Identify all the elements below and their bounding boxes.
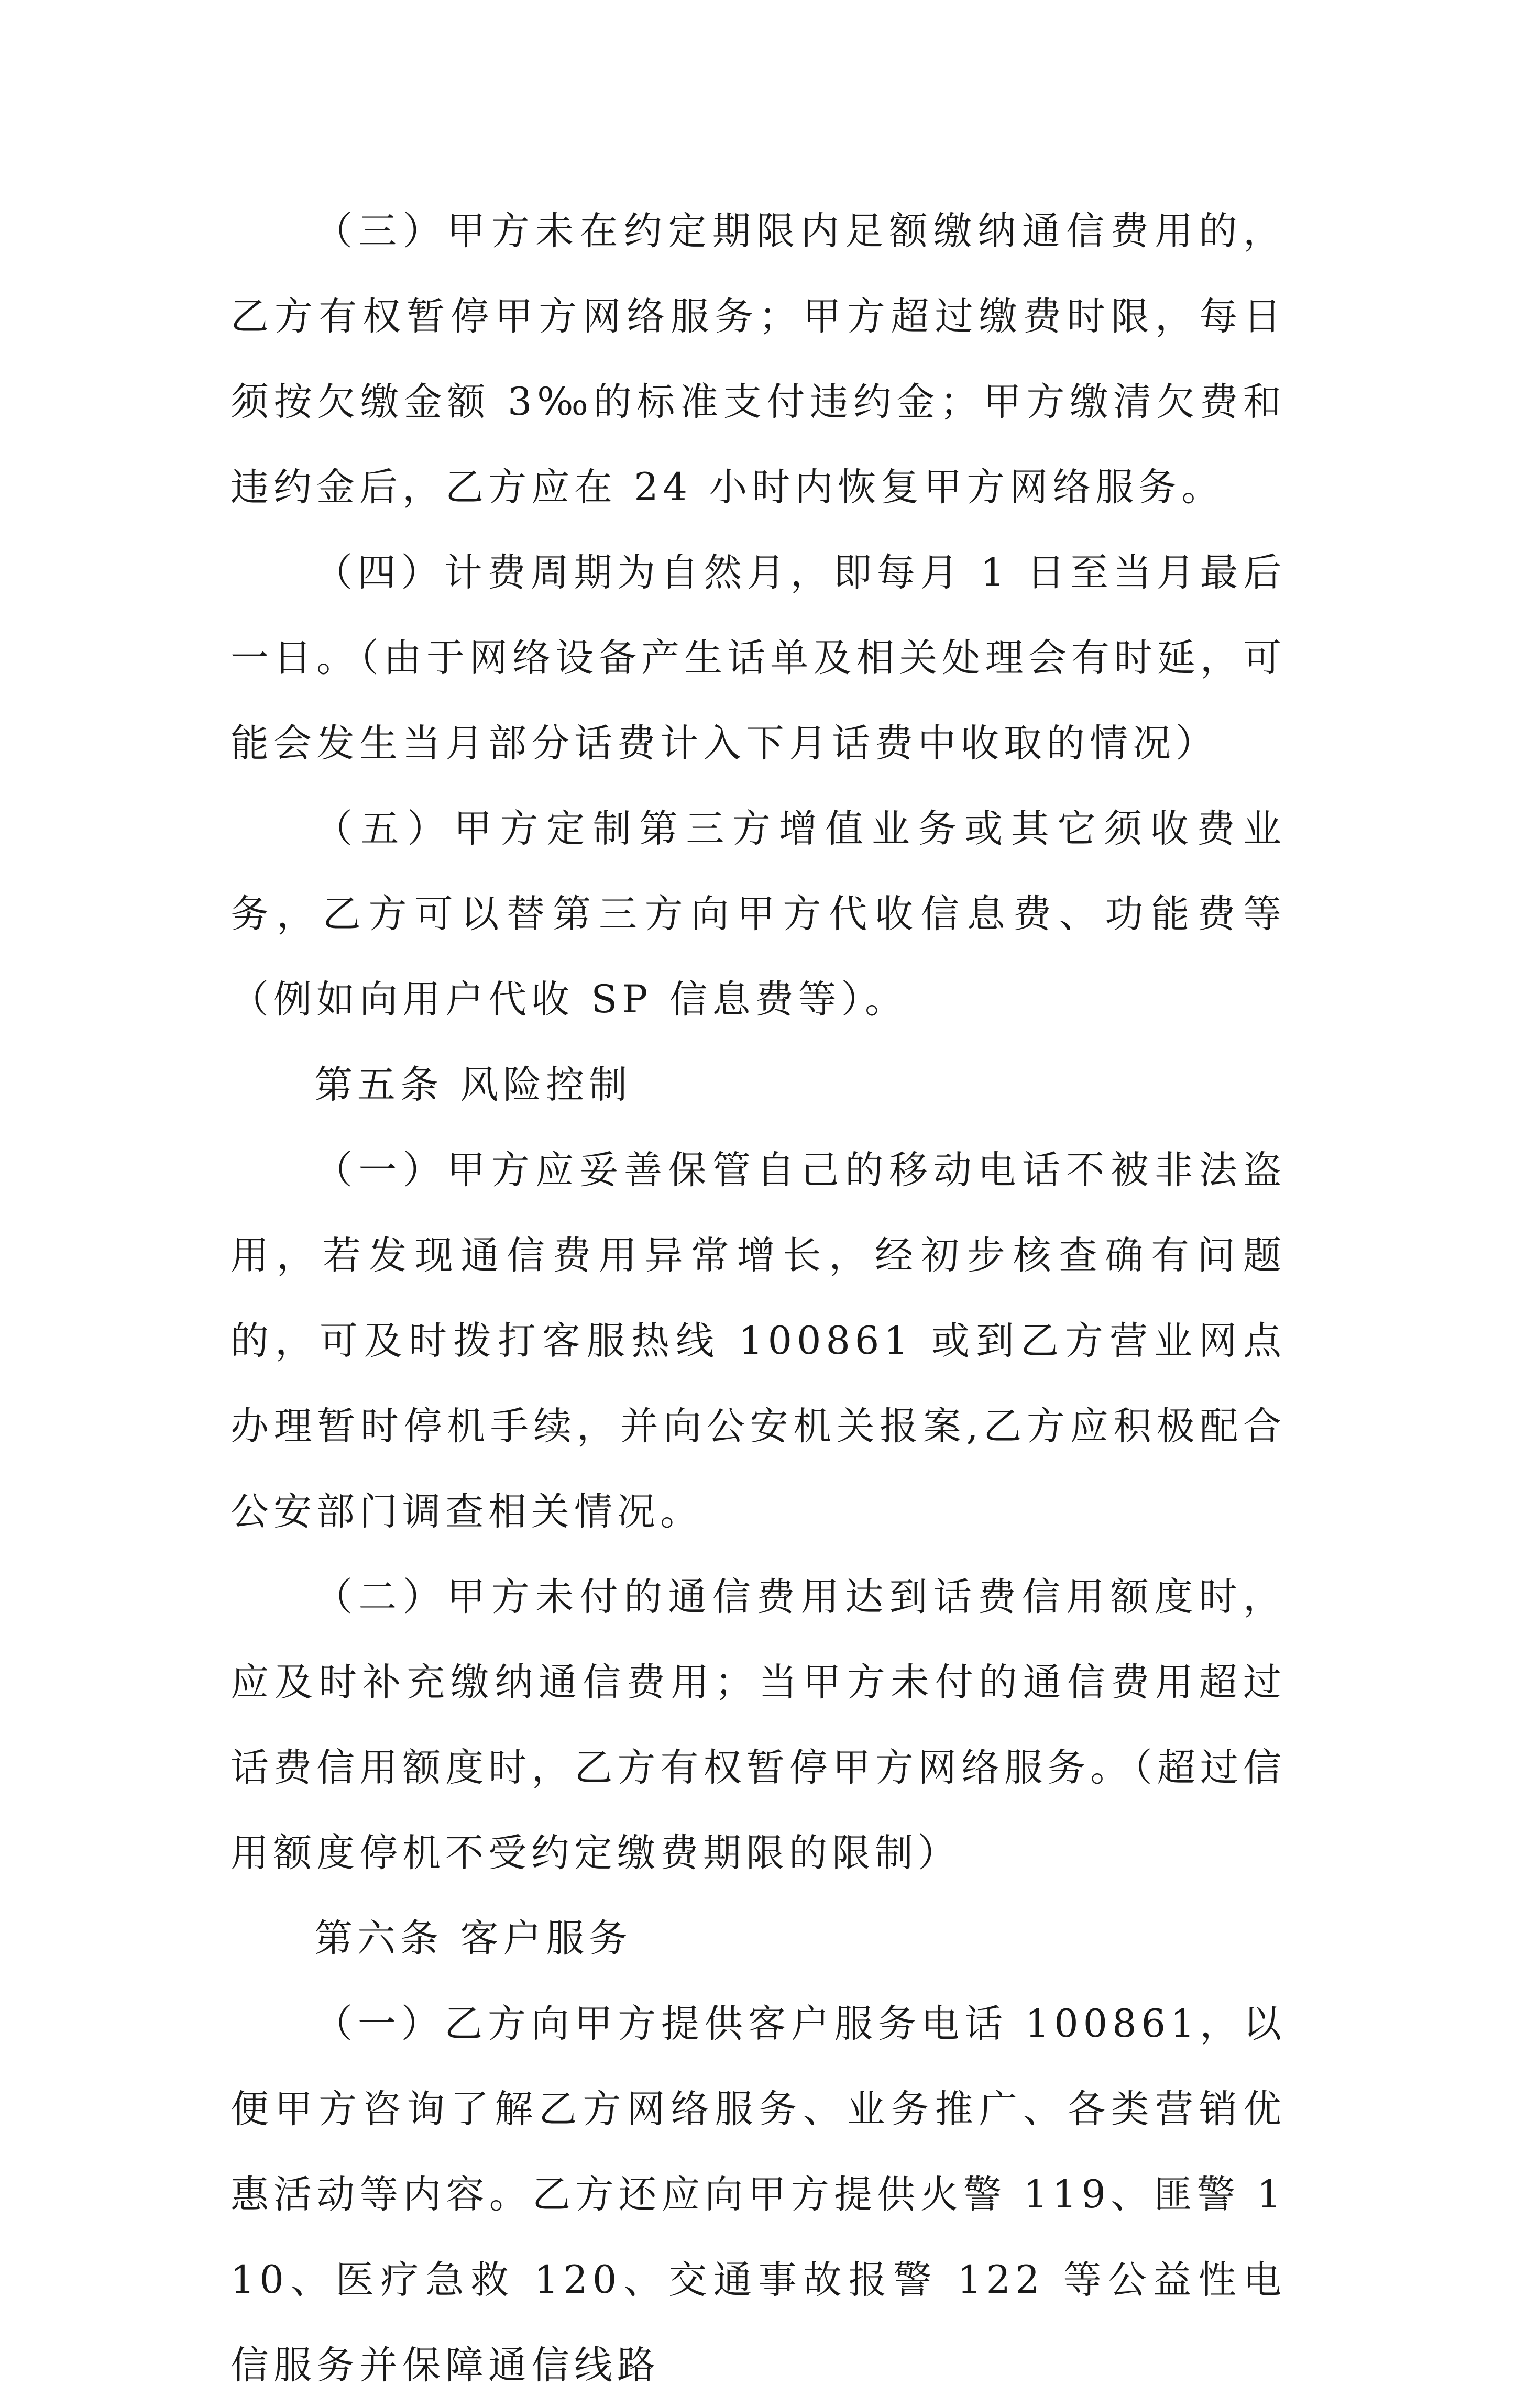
clause-4-billing-cycle: （四）计费周期为自然月，即每月 1 日至当月最后一日。（由于网络设备产生话单及相关处理会有时延，可能会发生当月部分话费计入下月话费中收取的情况） — [230, 550, 1286, 766]
clause-5-third-party-fees: （五）甲方定制第三方增值业务或其它须收费业务，乙方可以替第三方向甲方代收信息费、功能费等（例如向用户代收 SP 信息费等）。 — [230, 807, 1286, 1022]
article-5-heading: 第五条 风险控制 — [314, 1063, 632, 1107]
document-page — [230, 189, 1286, 2408]
article-5-clause-2: （二）甲方未付的通信费用达到话费信用额度时，应及时补充缴纳通信费用；当甲方未付的通信费用超过话费信用额度时，乙方有权暂停甲方网络服务。（超过信用额度停机不受约定缴费期限的限制） — [230, 1575, 1286, 1875]
clause-3-late-payment: （三）甲方未在约定期限内足额缴纳通信费用的，乙方有权暂停甲方网络服务；甲方超过缴费时限，每日须按欠缴金额 3‰的标准支付违约金；甲方缴清欠费和违约金后，乙方应在 24 小时内恢复甲方网络服务。 — [230, 209, 1286, 510]
article-6-clause-1: （一）乙方向甲方提供客户服务电话 100861，以便甲方咨询了解乙方网络服务、业务推广、各类营销优惠活动等内容。乙方还应向甲方提供火警 119、匪警 110、医疗急救 120、交通事故报警 122 等公益性电信服务并保障通信线路 — [230, 2002, 1286, 2388]
article-6-heading: 第六条 客户服务 — [314, 1916, 632, 1961]
article-5-clause-1: （一）甲方应妥善保管自己的移动电话不被非法盗用，若发现通信费用异常增长，经初步核查确有问题的，可及时拨打客服热线 100861 或到乙方营业网点办理暂时停机手续，并向公安机关报案,乙方应积极配合公安部门调查相关情况。 — [230, 1148, 1286, 1534]
